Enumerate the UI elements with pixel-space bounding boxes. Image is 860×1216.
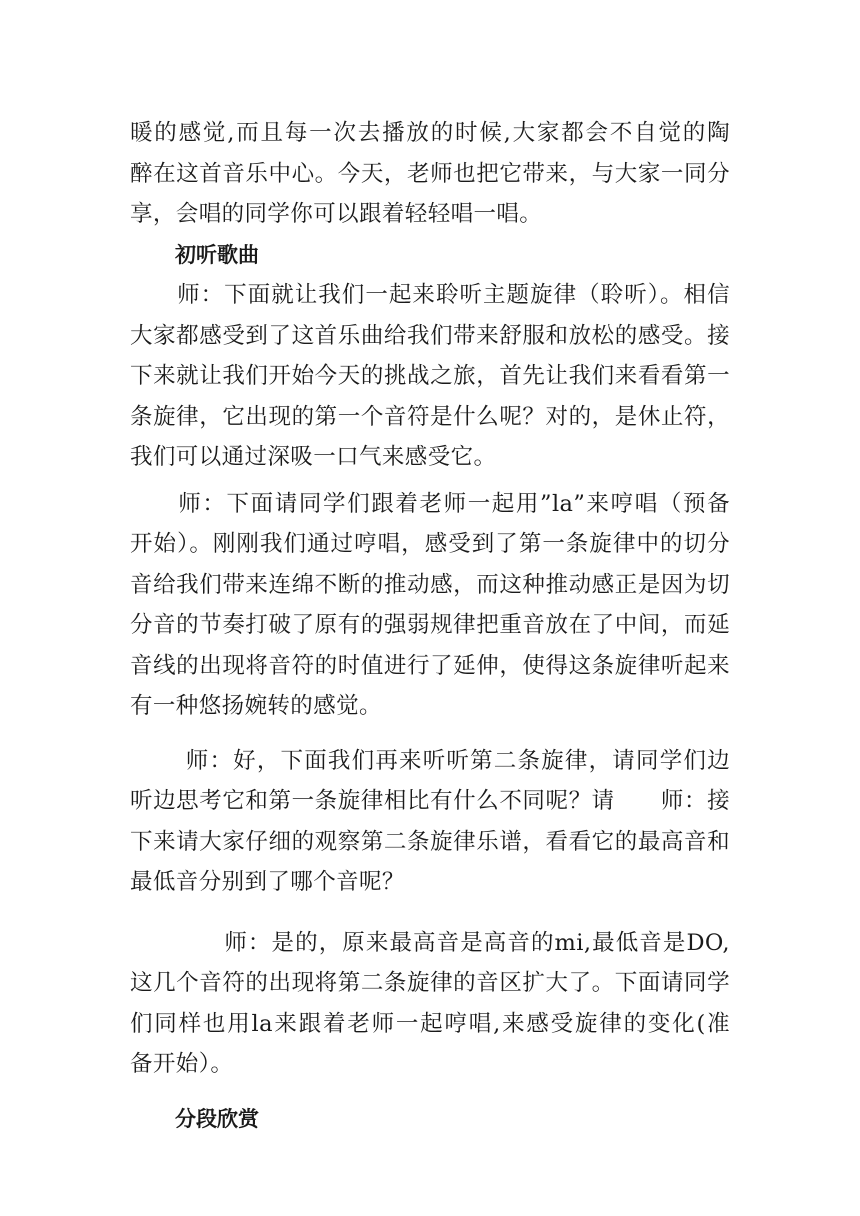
text-line: 分音的节奏打破了原有的强弱规律把重音放在了中间，而延 — [130, 612, 730, 638]
text-line: 这几个音符的出现将第二条旋律的音区扩大了。下面请同学 — [130, 970, 730, 996]
text-line: 有一种悠扬婉转的感觉。 — [130, 693, 382, 719]
text-line: 备开始）。 — [130, 1051, 234, 1077]
text-line: 音给我们带来连绵不断的推动感，而这种推动感正是因为切 — [130, 571, 730, 598]
text-line: 条旋律，它出现的第一个音符是什么呢？对的，是休止符， — [130, 403, 730, 430]
paragraph-first-melody — [130, 484, 730, 727]
text-line: 师：下面就让我们一起来聆听主题旋律（聆听）。相信 — [130, 282, 730, 308]
paragraph-range — [130, 923, 730, 1085]
text-line: 暖的感觉,而且每一次去播放的时候,大家都会不自觉的陶 — [130, 120, 730, 146]
text-line: 下来就让我们开始今天的挑战之旅，首先让我们来看看第一 — [130, 363, 730, 389]
text-line: 音线的出现将音符的时值进行了延伸，使得这条旋律听起来 — [130, 652, 730, 679]
paragraph-second-melody — [130, 741, 730, 903]
section-heading-first-listen: 初听歌曲 — [175, 242, 259, 267]
text-line: 听边思考它和第一条旋律相比有什么不同呢？请 师：接 — [130, 788, 730, 814]
text-line: 最低音分别到了哪个音呢？ — [130, 869, 405, 895]
text-line: 下来请大家仔细的观察第二条旋律乐谱，看看它的最高音和 — [130, 828, 730, 855]
paragraph-intro — [130, 113, 730, 235]
text-line: 们同样也用la来跟着老师一起哼唱,来感受旋律的变化(准 — [130, 1010, 730, 1037]
text-line: 我们可以通过深吸一口气来感受它。 — [130, 444, 497, 470]
text-line: 享，会唱的同学你可以跟着轻轻唱一唱。 — [130, 201, 543, 227]
paragraph-theme-melody — [130, 275, 730, 478]
text-line: 师：下面请同学们跟着老师一起用”la”来哼唱（预备 — [130, 490, 730, 517]
text-line: 师：好，下面我们再来听听第二条旋律，请同学们边 — [130, 747, 730, 774]
text-line: 开始）。刚刚我们通过哼唱，感受到了第一条旋律中的切分 — [130, 531, 730, 557]
text-line: 师：是的，原来最高音是高音的mi,最低音是DO, — [130, 929, 730, 956]
document-page — [130, 113, 730, 1139]
text-line: 醉在这首音乐中心。今天，老师也把它带来，与大家一同分 — [130, 160, 730, 187]
section-heading-segment-appreciation: 分段欣赏 — [175, 1106, 259, 1131]
text-line: 大家都感受到了这首乐曲给我们带来舒服和放松的感受。接 — [130, 322, 730, 349]
